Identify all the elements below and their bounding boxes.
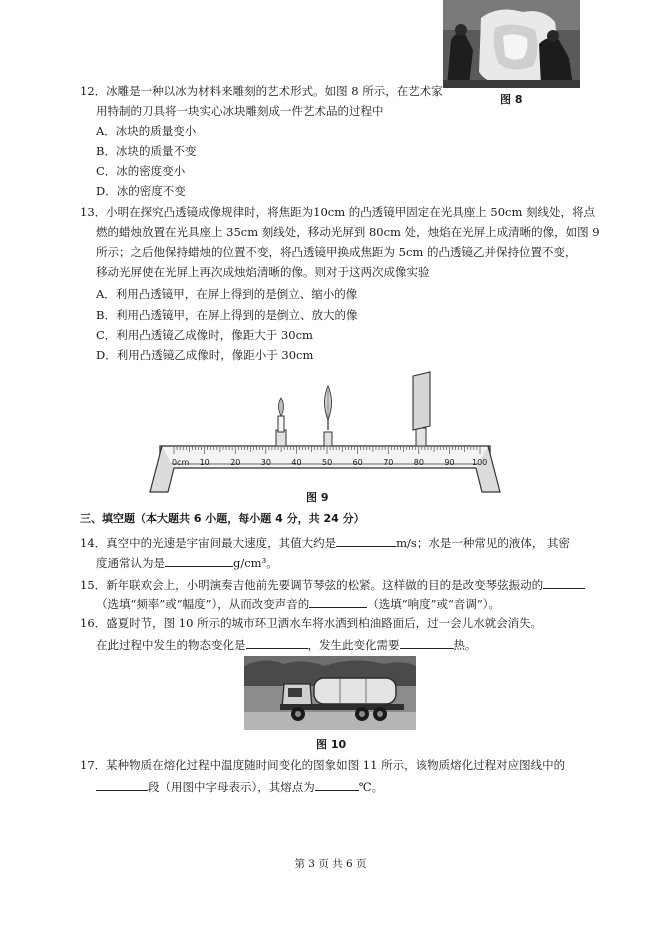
optical-bench-figure	[148, 368, 508, 496]
q12-option-a: A．冰块的质量变小	[96, 124, 197, 138]
q14-text-1: 14．真空中的光速是宇宙间最大速度，其值大约是	[80, 536, 337, 550]
q16-blank-2[interactable]	[400, 636, 454, 649]
q14-blank-speed[interactable]	[336, 534, 396, 547]
figure-9-caption: 图 9	[306, 491, 329, 504]
q15-line-1	[80, 576, 585, 593]
q15-text-1: 15．新年联欢会上，小明演奏吉他前先要调节琴弦的松紧。这样做的目的是改变琴弦振动的	[80, 578, 544, 592]
q16-blank-1[interactable]	[246, 636, 308, 649]
q16-text-2: 在此过程中发生的物态变化是	[96, 638, 246, 652]
ruler-tick-label: 100	[472, 458, 488, 467]
q12-option-b: B．冰块的质量不变	[96, 144, 197, 158]
q17-blank-melting-point[interactable]	[315, 778, 359, 791]
q14-text-2: m/s；水是一种常见的液体， 其密	[396, 536, 570, 550]
q12-stem-line-2: 用特制的刀具将一块实心冰块雕刻成一件艺术品的过程中	[96, 104, 384, 118]
q17-text-2: 段（用图中字母表示），其熔点为	[148, 780, 315, 794]
q17-line-2	[96, 778, 383, 795]
q14-text-4: g/cm³。	[233, 556, 278, 570]
q14-text-3: 度通常认为是	[96, 556, 165, 570]
q13-stem-line-3: 所示；之后他保持蜡烛的位置不变，将凸透镜甲换成焦距为 5cm 的凸透镜乙并保持位置不变，	[96, 245, 577, 259]
q13-option-c: C．利用凸透镜乙成像时，像距大于 30cm	[96, 328, 313, 342]
q13-option-b: B．利用凸透镜甲，在屏上得到的是倒立、放大的像	[96, 308, 358, 322]
ruler-tick-label: 60	[352, 458, 363, 467]
ruler-tick-label: 70	[383, 458, 394, 467]
figure-8-caption: 图 8	[500, 93, 523, 106]
q12-stem-line-1: 12．冰雕是一种以冰为材料来雕刻的艺术形式。如图 8 所示，在艺术家	[80, 84, 443, 98]
q13-stem-line-2: 燃的蜡烛放置在光具座上 35cm 刻线处，移动光屏到 80cm 处，烛焰在光屏上成清晰的像，如图 9	[96, 225, 600, 239]
ruler-tick-label: 80	[413, 458, 424, 467]
q15-text-3: （选填“响度”或“音调”）。	[367, 597, 501, 611]
ruler-tick-label: 40	[291, 458, 302, 467]
ruler-tick-label: 90	[444, 458, 455, 467]
q12-option-c: C．冰的密度变小	[96, 164, 186, 178]
ruler-first-label: 0cm	[172, 458, 190, 467]
ruler-tick-label: 10	[199, 458, 210, 467]
section-3-title: 三、填空题（本大题共 6 小题，每小题 4 分，共 24 分）	[80, 512, 365, 525]
q16-text-4: 热。	[453, 638, 477, 652]
q13-stem-line-4: 移动光屏使在光屏上再次成烛焰清晰的像。则对于这两次成像实验	[96, 265, 430, 279]
water-truck-photo	[244, 656, 416, 730]
q15-blank-2[interactable]	[309, 595, 367, 608]
q15-blank-1[interactable]	[543, 576, 585, 589]
q16-text-3: ，发生此变化需要	[307, 638, 400, 652]
q17-text-3: ℃。	[358, 780, 384, 794]
q14-line-2	[96, 554, 278, 571]
ruler-tick-label: 30	[260, 458, 271, 467]
ice-sculpture-photo	[443, 0, 580, 88]
figure-10-caption: 图 10	[316, 738, 347, 751]
q15-text-2: （选填“频率”或“幅度”），从而改变声音的	[96, 597, 310, 611]
q16-line-2	[96, 636, 477, 653]
q12-option-d: D．冰的密度不变	[96, 184, 186, 198]
ruler-tick-label: 20	[230, 458, 241, 467]
q13-option-a: A．利用凸透镜甲，在屏上得到的是倒立、缩小的像	[96, 287, 358, 301]
q17-blank-segment[interactable]	[96, 778, 148, 791]
q14-line-1	[80, 534, 570, 551]
q17-line-1: 17．某种物质在熔化过程中温度随时间变化的图象如图 11 所示，该物质熔化过程对应图线中的	[80, 758, 566, 772]
page-footer: 第 3 页 共 6 页	[294, 858, 367, 870]
q13-stem-line-1: 13．小明在探究凸透镜成像规律时，将焦距为10cm 的凸透镜甲固定在光具座上 50cm 刻线处，将点	[80, 205, 596, 219]
q13-option-d: D．利用凸透镜乙成像时，像距小于 30cm	[96, 348, 314, 362]
q14-blank-density[interactable]	[165, 554, 233, 567]
ruler-tick-label: 50	[322, 458, 333, 467]
q15-line-2	[96, 595, 500, 612]
q16-line-1: 16．盛夏时节，图 10 所示的城市环卫洒水车将水洒到柏油路面后，过一会儿水就会消失。	[80, 616, 543, 630]
